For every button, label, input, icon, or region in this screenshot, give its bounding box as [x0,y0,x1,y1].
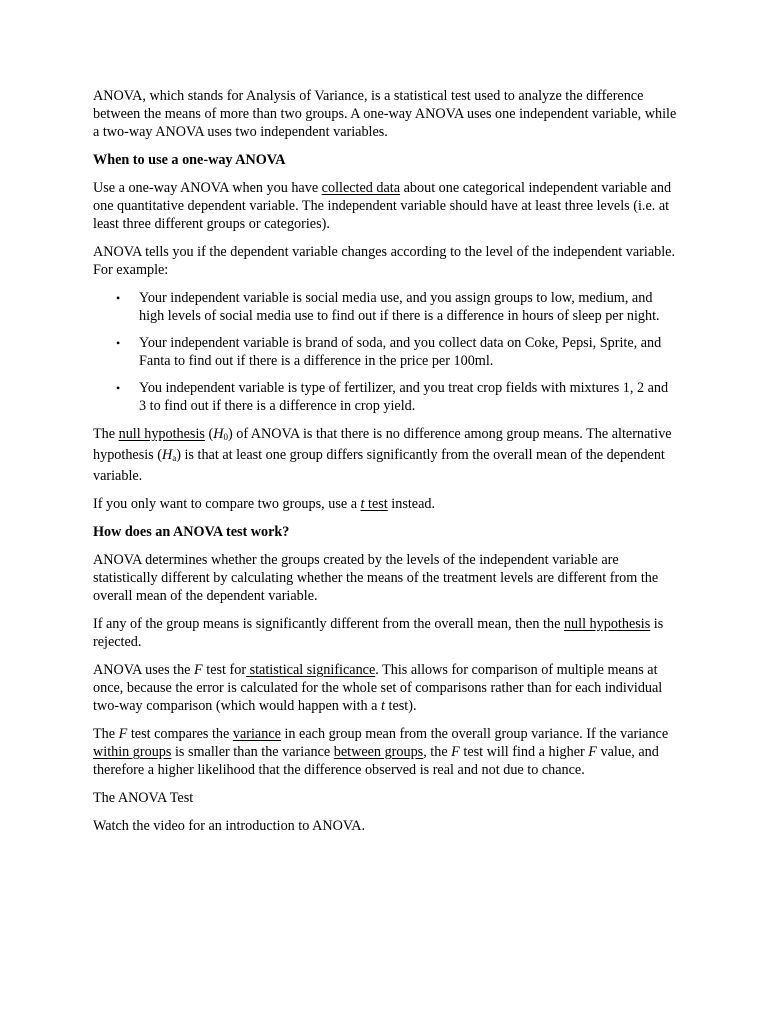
list-item [116,289,677,325]
document-body [93,87,677,845]
text-run: instead. [387,496,436,512]
video-caption: Watch the video for an introduction to ANOVA. [93,818,366,834]
list-item-text: Your independent variable is social media use, and you assign groups to low, medium, and high levels of social media use to find out if there is a difference in hours of sleep per night. [139,290,660,324]
t-symbol: t [381,698,385,714]
paragraph-f-test [93,661,677,715]
text-run: in each group mean from the overall group variance. If the variance [280,726,669,742]
list-item-text: Your independent variable is brand of soda, and you collect data on Coke, Pepsi, Sprite, and Fanta to find out if there is a difference in the price per 100ml. [139,335,662,369]
text-run: The [93,426,119,442]
ha-subscript: a [172,453,177,463]
text-run: ) is that at least one group differs significantly from the overall mean of the dependent variable. [93,447,665,484]
paragraph-null-hypothesis [93,425,677,485]
text-run: ( [204,426,214,442]
text-run: test). [384,698,417,714]
list-item-text: You independent variable is type of fertilizer, and you treat crop fields with mixtures 1, 2 and 3 to find out if there is a difference in crop yield. [139,380,669,414]
text-run: If any of the group means is significantly different from the overall mean, then the [93,616,564,632]
link-null-hypothesis[interactable]: null hypothesis [118,426,205,442]
h0-subscript: 0 [223,432,228,442]
paragraph-variance [93,725,677,779]
heading-how-anova-works: How does an ANOVA test work? [93,524,290,540]
link-text: test [364,496,388,512]
examples-list [93,289,677,415]
intro-paragraph: ANOVA, which stands for Analysis of Variance, is a statistical test used to analyze the difference between the means of more than two groups. A one-way ANOVA uses one independent variable, while a two-way ANOVA uses two independent variables. [93,88,677,140]
t-symbol: t [360,496,365,512]
text-run: is rejected. [93,616,664,650]
text-run: about one categorical independent variable and one quantitative dependent variable. The independent variable should have at least three levels (i.e. at least three different groups or categories). [93,180,672,232]
text-run: ) of ANOVA is that there is no difference among group means. The alternative hypothesis ( [93,426,672,463]
text-run: test compares the [127,726,233,742]
text-run: value, and therefore a higher likelihood that the difference observed is real and not due to chance. [93,744,659,778]
link-within-groups[interactable]: within groups [93,744,172,760]
link-between-groups[interactable]: between groups [333,744,424,760]
list-item [116,334,677,370]
text-run: The [93,726,119,742]
h0-symbol: H [213,426,224,442]
video-title: The ANOVA Test [93,790,194,806]
f-symbol: F [194,662,203,678]
link-t-test[interactable] [361,496,388,512]
f-symbol: F [118,726,128,742]
paragraph-anova-tells: ANOVA tells you if the dependent variable changes according to the level of the independent variable. For example: [93,244,676,278]
f-symbol: F [588,744,597,760]
text-run: test for [202,662,247,678]
paragraph-two-groups [93,495,677,513]
bullet-icon: • [116,291,121,305]
link-statistical-significance[interactable]: statistical significance [246,662,376,678]
text-run: If you only want to compare two groups, use a [93,496,361,512]
ha-symbol: H [161,447,173,463]
bullet-icon: • [116,336,121,350]
link-variance[interactable]: variance [232,726,281,742]
text-run: Use a one-way ANOVA when you have [93,180,322,196]
paragraph-rejected [93,615,677,651]
text-run: . This allows for comparison of multiple means at once, because the error is calculated for the whole set of comparisons rather than for each individual two-way comparison (which would happen with a [93,662,663,714]
text-run: , the [423,744,452,760]
link-collected-data[interactable]: collected data [321,180,401,196]
f-symbol: F [451,744,460,760]
text-run: is smaller than the variance [171,744,334,760]
paragraph-anova-determines: ANOVA determines whether the groups created by the levels of the independent variable are statistically different by calculating whether the means of the treatment levels are different from the overall mean of the dependent variable. [93,552,659,604]
bullet-icon: • [116,381,121,395]
heading-when-to-use: When to use a one-way ANOVA [93,152,286,168]
text-run: test will find a higher [459,744,589,760]
text-run: ANOVA uses the [93,662,195,678]
link-null-hypothesis-2[interactable]: null hypothesis [563,616,651,632]
list-item [116,379,677,415]
paragraph-when-to-use [93,179,677,233]
